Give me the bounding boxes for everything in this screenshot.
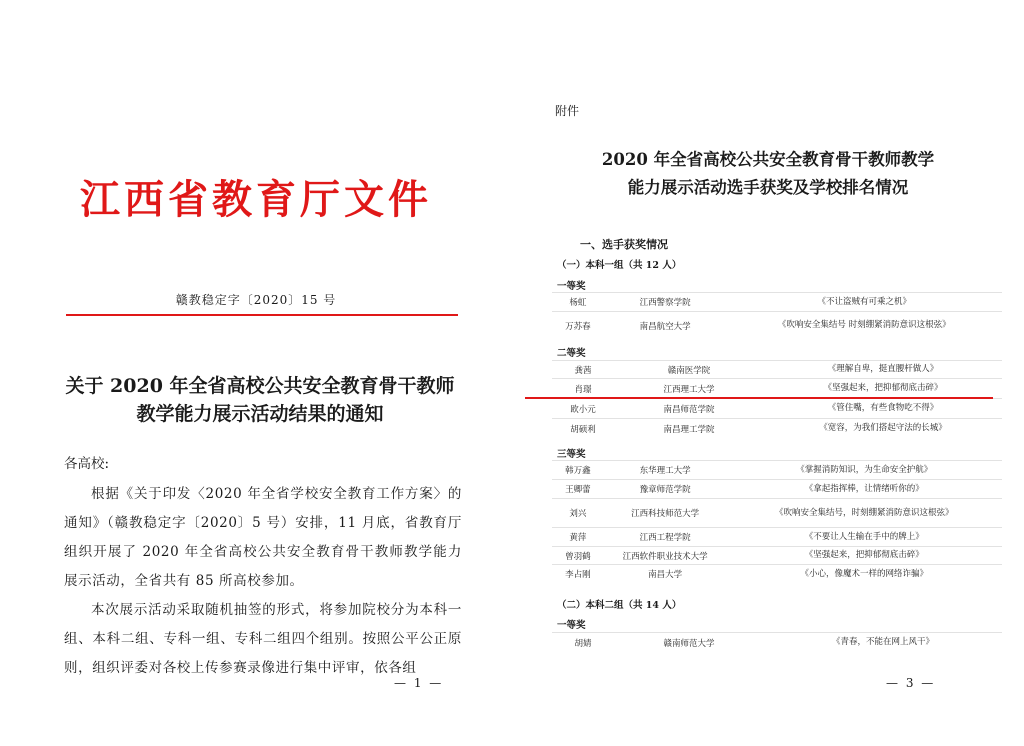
winner-school: 豫章师范学院 — [604, 480, 727, 499]
winner-name: 杨虹 — [552, 293, 604, 312]
winner-topic: 《坚强起来，把抑郁彻底击碎》 — [764, 379, 1002, 399]
table-row — [552, 361, 1002, 379]
award-table-g2-first — [552, 632, 1002, 653]
winner-topic: 《理解自卑，挺直腰杆做人》 — [764, 361, 1002, 379]
document-number: 赣教稳定字〔2020〕15 号 — [175, 293, 337, 307]
red-divider — [66, 314, 458, 316]
notice-title-line1: 关于 2020 年全省高校公共安全教育骨干教师 — [65, 375, 455, 397]
award-table-g1-second — [552, 360, 1002, 439]
winner-school: 江西软件职业技术大学 — [604, 547, 727, 565]
winner-topic: 《吹响安全集结号 时刻绷紧消防意识这根弦》 — [726, 312, 1002, 340]
winner-name: 龚茜 — [552, 361, 614, 379]
page-number: — 3 — — [886, 676, 936, 690]
annex-title-line1: 2020 年全省高校公共安全教育骨干教师教学 — [601, 150, 935, 169]
winner-name: 肖璟 — [552, 379, 614, 399]
table-row — [552, 565, 1002, 584]
third-prize-heading: 三等奖 — [557, 449, 586, 460]
table-row — [552, 547, 1002, 565]
winner-school: 南昌理工学院 — [614, 419, 764, 439]
winner-school: 江西警察学院 — [604, 293, 727, 312]
body-paragraph-1: 根据《关于印发〈2020 年全省学校安全教育工作方案〉的通知》（赣教稳定字〔2020〕5 号）安排，11 月底，省教育厅组织开展了 2020 年全省高校公共安全教育骨干教师教学能力展示活动，全省共有 85 所高校参加。 — [64, 486, 462, 589]
winner-school: 南昌师范学院 — [614, 399, 764, 419]
table-row — [552, 379, 1002, 399]
winner-name: 胡婧 — [552, 633, 614, 653]
group-heading-1: （一）本科一组（共 12 人） — [557, 260, 682, 271]
award-table-g1-third — [552, 460, 1002, 584]
table-row — [552, 480, 1002, 499]
winner-name: 刘兴 — [552, 499, 604, 528]
winner-name: 韩万鑫 — [552, 461, 604, 480]
notice-title — [40, 372, 480, 428]
winner-school: 东华理工大学 — [604, 461, 727, 480]
page-number: — 1 — — [394, 676, 444, 690]
annex-title-line2: 能力展示活动选手获奖及学校排名情况 — [627, 178, 909, 197]
salutation: 各高校: — [64, 456, 110, 472]
attachment-label: 附件 — [555, 104, 580, 118]
table-row — [552, 633, 1002, 653]
first-prize-heading-g2: 一等奖 — [557, 620, 586, 631]
red-underline — [525, 397, 993, 399]
table-row — [552, 461, 1002, 480]
table-row — [552, 399, 1002, 419]
winner-topic: 《掌握消防知识，为生命安全护航》 — [726, 461, 1002, 480]
winner-school: 江西工程学院 — [604, 528, 727, 547]
group-heading-2: （二）本科二组（共 14 人） — [557, 600, 682, 611]
winner-name: 王卿蕾 — [552, 480, 604, 499]
winner-topic: 《宽容，为我们搭起守法的长城》 — [764, 419, 1002, 439]
winner-topic: 《不要让人生输在手中的牌上》 — [726, 528, 1002, 547]
winner-school: 赣南师范大学 — [614, 633, 764, 653]
winner-topic: 《管住嘴，有些食物吃不得》 — [764, 399, 1002, 419]
table-row — [552, 419, 1002, 439]
winner-name: 李占刚 — [552, 565, 604, 584]
body-paragraph-2: 本次展示活动采取随机抽签的形式，将参加院校分为本科一组、本科二组、专科一组、专科二组四个组别。按照公平公正原则，组织评委对各校上传参赛录像进行集中评审，依各组 — [64, 602, 462, 676]
winner-name: 黄萍 — [552, 528, 604, 547]
second-prize-heading: 二等奖 — [557, 348, 586, 359]
winner-topic: 《不让盗贼有可乘之机》 — [726, 293, 1002, 312]
table-row — [552, 528, 1002, 547]
right-page — [512, 0, 1024, 746]
annex-title — [512, 146, 1024, 202]
notice-title-line2: 教学能力展示活动结果的通知 — [136, 403, 384, 425]
winner-school: 江西理工大学 — [614, 379, 764, 399]
winner-topic: 《小心，像魔术一样的网络诈骗》 — [726, 565, 1002, 584]
table-row — [552, 499, 1002, 528]
award-table-g1-first — [552, 292, 1002, 340]
winner-name: 万苏春 — [552, 312, 604, 340]
document-header-title: 江西省教育厅文件 — [80, 176, 432, 223]
winner-topic: 《拿起指挥棒，让情绪听你的》 — [726, 480, 1002, 499]
winner-topic: 《吹响安全集结号，时刻绷紧消防意识这根弦》 — [726, 499, 1002, 528]
winner-name: 曾羽鹤 — [552, 547, 604, 565]
table-row — [552, 312, 1002, 340]
winner-topic: 《青春，不能在网上风干》 — [764, 633, 1002, 653]
winner-school: 江西科技师范大学 — [604, 499, 727, 528]
table-row — [552, 293, 1002, 312]
winner-name: 欧小元 — [552, 399, 614, 419]
winner-topic: 《坚强起来，把抑郁彻底击碎》 — [726, 547, 1002, 565]
winner-name: 胡硕利 — [552, 419, 614, 439]
section-heading: 一、选手获奖情况 — [580, 238, 668, 251]
winner-school: 南昌大学 — [604, 565, 727, 584]
first-prize-heading: 一等奖 — [557, 281, 586, 292]
winner-school: 赣南医学院 — [614, 361, 764, 379]
winner-school: 南昌航空大学 — [604, 312, 727, 340]
